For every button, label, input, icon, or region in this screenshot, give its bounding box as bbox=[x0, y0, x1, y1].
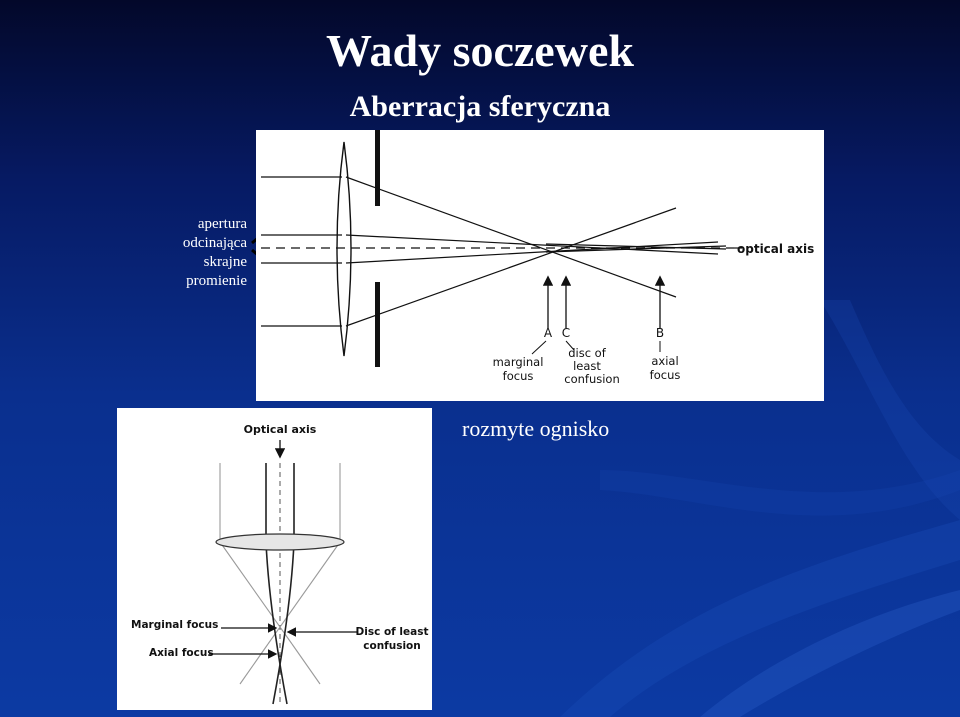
axial-focus-label: Axial focus bbox=[149, 647, 214, 659]
focus-detail-diagram bbox=[117, 408, 432, 710]
axial-focus-label-1: axial bbox=[651, 354, 679, 368]
marginal-focus-label: Marginal focus bbox=[131, 619, 219, 631]
aperture-label-line: skrajne bbox=[203, 254, 247, 270]
incoming-rays bbox=[261, 177, 342, 326]
disc-label-1: disc of bbox=[568, 346, 606, 360]
paraxial-rays bbox=[346, 235, 726, 263]
disc-label-3: confusion bbox=[564, 372, 620, 386]
marginal-leader bbox=[532, 341, 546, 354]
marginal-focus-label-2: focus bbox=[502, 369, 534, 383]
point-c-label: C bbox=[561, 326, 571, 340]
aperture-label-line: promienie bbox=[186, 273, 247, 289]
blurred-focus-caption: rozmyte ognisko bbox=[462, 416, 610, 441]
lens-shape bbox=[216, 534, 344, 550]
point-b-label: B bbox=[655, 326, 665, 340]
marginal-focus-label-1: marginal bbox=[492, 355, 544, 369]
optical-axis-label: optical axis bbox=[737, 242, 815, 256]
disc-label-2: least bbox=[573, 359, 601, 373]
disc-label-1: Disc of least bbox=[355, 626, 429, 638]
optical-axis-label: Optical axis bbox=[243, 423, 317, 436]
lens-shape bbox=[337, 142, 351, 356]
aperture-plate-lower bbox=[375, 282, 380, 367]
disc-label-2: confusion bbox=[363, 640, 421, 652]
aperture-label-line: apertura bbox=[197, 216, 247, 232]
slide-subtitle: Aberracja sferyczna bbox=[349, 90, 611, 123]
aperture-label-line: odcinająca bbox=[182, 235, 247, 251]
axial-focus-label-2: focus bbox=[649, 368, 681, 382]
marginal-rays bbox=[346, 177, 676, 326]
aperture-plate-upper bbox=[375, 130, 380, 206]
slide-title: Wady soczewek bbox=[326, 25, 634, 76]
point-a-label: A bbox=[543, 326, 553, 340]
spherical-aberration-diagram bbox=[256, 130, 824, 401]
